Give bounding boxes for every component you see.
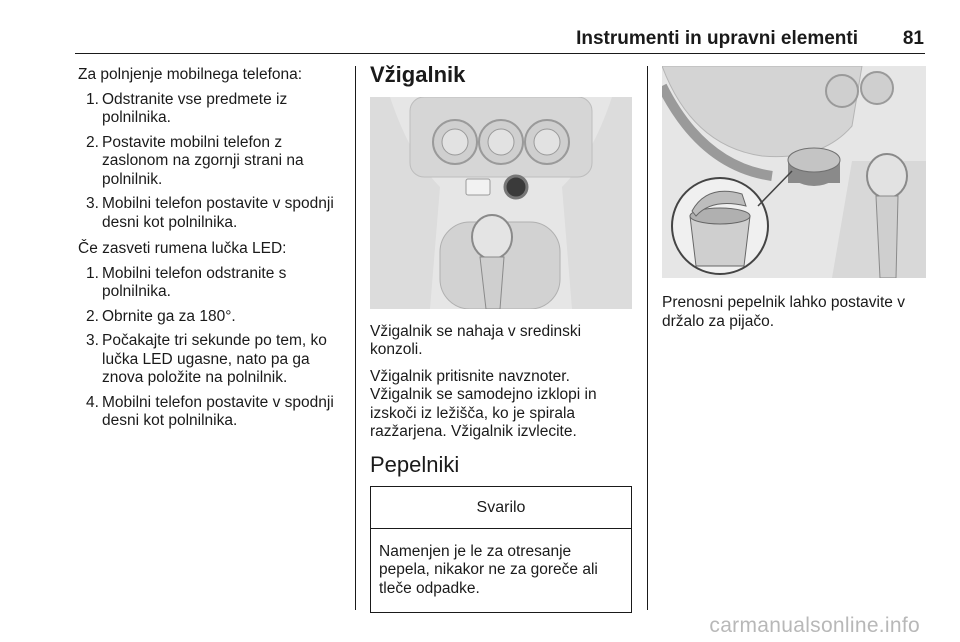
list-item: 3. Počakajte tri sekunde po tem, ko lučka LED ugasne, nato pa ga znova položite na polnilnik. bbox=[86, 332, 327, 386]
step-text: Obrnite ga za 180°. bbox=[102, 307, 236, 325]
warning-text: Namenjen je le za otresanje pepela, nikakor ne za goreče ali tleče odpadke. bbox=[379, 542, 598, 597]
ashtray-heading: Pepelniki bbox=[370, 451, 460, 477]
charging-steps bbox=[78, 91, 346, 233]
column-charging bbox=[78, 66, 346, 439]
led-intro: Če zasveti rumena lučka LED: bbox=[78, 240, 287, 257]
page-number: 81 bbox=[902, 28, 924, 49]
step-text: Mobilni telefon postavite v spodnji desni kot polnilnika. bbox=[102, 195, 334, 231]
column-divider-2 bbox=[647, 66, 648, 610]
led-steps bbox=[78, 265, 346, 431]
lighter-paragraph-2: Vžigalnik pritisnite navznoter. Vžigalnik se samodejno izklopi in izskoči iz ležišča, ko je spirala razžarjena. Vžigalnik izvlecite. bbox=[370, 367, 597, 440]
step-text: Mobilni telefon postavite v spodnji desni kot polnilnika. bbox=[102, 393, 334, 429]
column-lighter bbox=[370, 62, 632, 613]
list-item: 2. Obrnite ga za 180°. bbox=[86, 307, 236, 325]
list-item: 1. Mobilni telefon odstranite s polnilnika. bbox=[86, 264, 287, 300]
list-item: 3. Mobilni telefon postavite v spodnji desni kot polnilnika. bbox=[86, 195, 334, 231]
page-header-title: Instrumenti in upravni elementi bbox=[576, 28, 858, 49]
lighter-paragraph-1: Vžigalnik se nahaja v sredinski konzoli. bbox=[370, 322, 582, 358]
ashtray-illustration bbox=[662, 66, 926, 278]
column-divider-1 bbox=[355, 66, 356, 610]
step-text: Počakajte tri sekunde po tem, ko lučka LED ugasne, nato pa ga znova položite na polnilnik. bbox=[102, 332, 327, 386]
header-rule bbox=[75, 53, 925, 54]
lighter-illustration bbox=[370, 97, 632, 309]
warning-heading: Svarilo bbox=[371, 487, 631, 529]
step-text: Mobilni telefon odstranite s polnilnika. bbox=[102, 264, 287, 300]
list-item: 1. Odstranite vse predmete iz polnilnika. bbox=[86, 90, 288, 126]
lighter-heading: Vžigalnik bbox=[370, 62, 466, 87]
charging-intro: Za polnjenje mobilnega telefona: bbox=[78, 66, 303, 83]
list-item: 2. Postavite mobilni telefon z zaslonom na zgornji strani na polnilnik. bbox=[86, 133, 304, 188]
step-text: Odstranite vse predmete iz polnilnika. bbox=[102, 90, 288, 126]
step-text: Postavite mobilni telefon z zaslonom na zgornji strani na polnilnik. bbox=[102, 133, 304, 188]
watermark: carmanualsonline.info bbox=[709, 614, 920, 637]
warning-box bbox=[370, 486, 632, 613]
ashtray-paragraph: Prenosni pepelnik lahko postavite v držalo za pijačo. bbox=[662, 294, 905, 330]
list-item: 4. Mobilni telefon postavite v spodnji desni kot polnilnika. bbox=[86, 393, 334, 429]
column-ashtray bbox=[662, 66, 926, 339]
